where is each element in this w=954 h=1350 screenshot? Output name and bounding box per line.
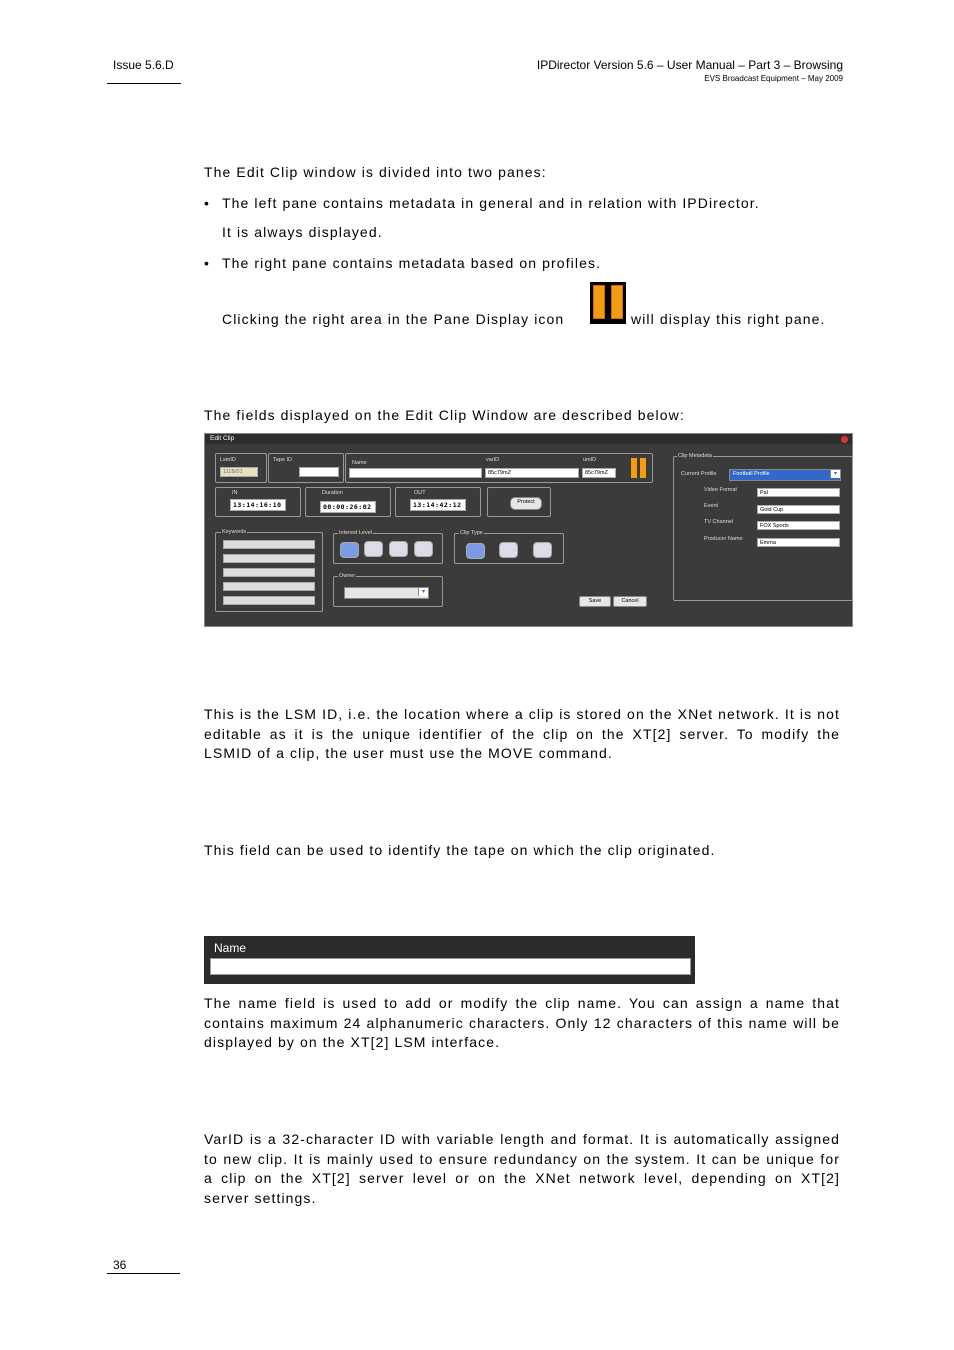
clicking-text-end: will display this right pane. bbox=[631, 311, 826, 327]
owner-group bbox=[333, 573, 443, 607]
varid-label: varID bbox=[486, 457, 500, 463]
clicking-text: Clicking the right area in the Pane Display icon bbox=[222, 311, 565, 327]
name-field[interactable] bbox=[349, 468, 482, 478]
varid-description: VarID is a 32-character ID with variable length and format. It is automatically assigned to new clip. It is mainly used to ensure redundancy on the system. It can be unique for a clip on the XT[2] server level or on the XNet network level, depending on XT[2] server settings. bbox=[204, 1131, 840, 1206]
name-label: Name bbox=[352, 460, 367, 466]
keyword-field[interactable] bbox=[223, 540, 315, 549]
header-issue: Issue 5.6.D bbox=[113, 58, 174, 72]
in-group bbox=[215, 487, 301, 517]
footer-rule bbox=[107, 1273, 180, 1274]
owner-dropdown[interactable] bbox=[344, 587, 429, 599]
name-field-screenshot bbox=[204, 936, 695, 984]
chevron-down-icon: ▾ bbox=[418, 588, 428, 596]
clip-type-chain-icon[interactable] bbox=[533, 542, 552, 558]
tapeid-description: This field can be used to identify the tape on which the clip originated. bbox=[204, 842, 716, 858]
in-label: IN bbox=[232, 490, 238, 496]
lsmid-group bbox=[215, 453, 267, 483]
tapeid-group bbox=[268, 453, 344, 483]
current-profile-label: Current Profile bbox=[681, 471, 717, 477]
keyword-field[interactable] bbox=[223, 568, 315, 577]
cancel-button[interactable]: Cancel bbox=[613, 596, 647, 607]
interest-none-button[interactable] bbox=[340, 542, 359, 558]
edit-clip-title: Edit Clip bbox=[205, 434, 852, 444]
header-title: IPDirector Version 5.6 – User Manual – Part 3 – Browsing bbox=[536, 58, 843, 72]
clip-type-normal-button[interactable] bbox=[466, 543, 485, 559]
umid-label: umID bbox=[583, 457, 597, 463]
bullet-dot: • bbox=[204, 255, 209, 271]
duration-label: Duration bbox=[322, 490, 343, 496]
protect-button[interactable]: Protect bbox=[510, 497, 542, 510]
three-stars-icon[interactable] bbox=[414, 541, 433, 557]
clip-type-link-icon[interactable] bbox=[499, 542, 518, 558]
umid-field[interactable]: 85c79mZ bbox=[582, 468, 616, 478]
name-field-label: Name bbox=[214, 941, 247, 955]
header-subtitle: EVS Broadcast Equipment – May 2009 bbox=[704, 74, 843, 83]
chevron-down-icon: ▾ bbox=[830, 470, 840, 478]
tv-channel-label: TV Channel bbox=[704, 519, 734, 525]
name-group bbox=[345, 453, 653, 483]
close-icon[interactable] bbox=[841, 436, 848, 443]
tapeid-label: Tape ID bbox=[273, 457, 292, 463]
in-timecode[interactable]: 13:14:16:10 bbox=[230, 499, 286, 511]
interest-level-label: Interest Level bbox=[339, 530, 373, 536]
bullet-left-pane: The left pane contains metadata in general and in relation with IPDirector. bbox=[222, 195, 760, 211]
event-label: Event bbox=[704, 503, 719, 509]
current-profile-dropdown[interactable] bbox=[729, 469, 841, 481]
producer-name-field[interactable]: Emma bbox=[757, 538, 840, 547]
star-icon[interactable] bbox=[364, 541, 383, 557]
page-number: 36 bbox=[113, 1258, 127, 1272]
producer-name-label: Producer Name bbox=[704, 536, 743, 542]
tv-channel-field[interactable]: FOX Sports bbox=[757, 521, 840, 530]
event-field[interactable]: Gold Cup bbox=[757, 505, 840, 514]
name-description: The name field is used to add or modify the clip name. You can assign a name that contains maximum 24 alphanumeric characters. Only 12 characters of this name will be displayed by on the XT[2] LSM interface. bbox=[204, 995, 840, 1050]
save-button[interactable]: Save bbox=[579, 596, 611, 607]
interest-level-group bbox=[333, 530, 443, 564]
clip-metadata-group bbox=[673, 453, 853, 601]
fields-intro: The fields displayed on the Edit Clip Window are described below: bbox=[204, 407, 685, 423]
owner-label: Owner bbox=[339, 573, 356, 579]
clip-type-group bbox=[454, 530, 564, 564]
name-field-input[interactable] bbox=[210, 958, 691, 975]
clip-type-label: Clip Type bbox=[460, 530, 483, 536]
varid-field[interactable]: 85c79mZ bbox=[485, 468, 579, 478]
pane-display-icon[interactable] bbox=[631, 458, 647, 478]
two-stars-icon[interactable] bbox=[389, 541, 408, 557]
lsmid-field: 111B/01 bbox=[220, 467, 258, 477]
out-group bbox=[395, 487, 481, 517]
duration-group bbox=[305, 487, 391, 517]
lsmid-label: LsmID bbox=[220, 457, 236, 463]
duration-timecode[interactable]: 00:00:26:02 bbox=[320, 501, 376, 513]
bullet-right-pane: The right pane contains metadata based on profiles. bbox=[222, 255, 602, 271]
video-format-label: Video Format bbox=[704, 487, 737, 493]
keywords-label: Keywords bbox=[222, 529, 247, 535]
keyword-field[interactable] bbox=[223, 596, 315, 605]
out-timecode[interactable]: 13:14:42:12 bbox=[410, 499, 466, 511]
video-format-field[interactable]: Pal bbox=[757, 488, 840, 497]
keyword-field[interactable] bbox=[223, 582, 315, 591]
header-rule bbox=[107, 83, 181, 84]
bullet-dot: • bbox=[204, 195, 209, 211]
clip-metadata-label: Clip Metadata bbox=[678, 453, 712, 459]
keywords-group bbox=[215, 529, 323, 612]
protect-group bbox=[487, 487, 551, 517]
panes-intro: The Edit Clip window is divided into two panes: bbox=[204, 164, 547, 180]
current-profile-value: Football Profile bbox=[733, 471, 770, 477]
edit-clip-window bbox=[204, 433, 853, 627]
out-label: OUT bbox=[414, 490, 426, 496]
bullet-left-pane-cont: It is always displayed. bbox=[222, 224, 383, 240]
tapeid-field[interactable] bbox=[299, 467, 339, 477]
lsmid-description: This is the LSM ID, i.e. the location where a clip is stored on the XNet network. It is not editable as it is the unique identifier of the clip on the XT[2] server. To modify the LSMID of a clip, the user must use the MOVE command. bbox=[204, 706, 840, 761]
pane-display-icon bbox=[590, 282, 626, 324]
keyword-field[interactable] bbox=[223, 554, 315, 563]
